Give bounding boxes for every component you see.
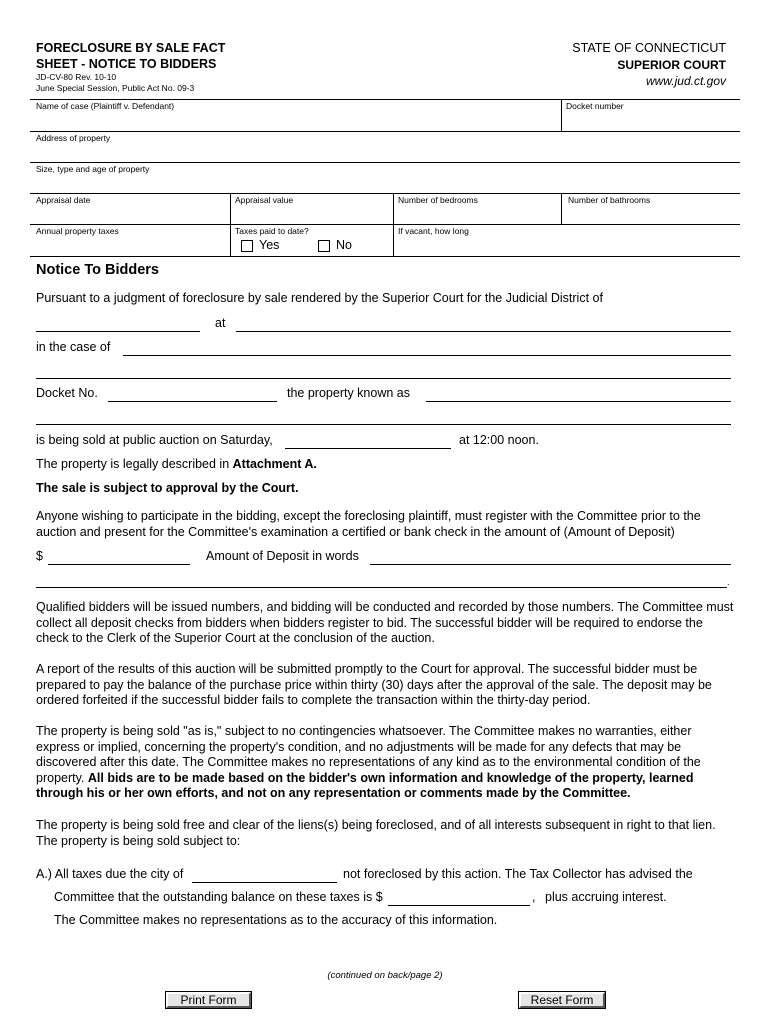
grid-line xyxy=(30,224,740,225)
form-info xyxy=(36,72,194,94)
at-noon-text: at 12:00 noon. xyxy=(459,433,539,447)
property-known-as-input-line2[interactable] xyxy=(36,424,731,425)
judicial-district-input[interactable] xyxy=(36,331,200,332)
no-label: No xyxy=(336,238,352,252)
court-name: SUPERIOR COURT xyxy=(617,58,726,72)
taxes-city-label: A.) All taxes due the city of xyxy=(36,867,184,881)
subject-approval-text: The sale is subject to approval by the Court. xyxy=(36,481,299,495)
grid-line xyxy=(30,162,740,163)
as-is-bold-text: All bids are to be made based on the bidder's own information and knowledge of the property, learned through his or her own efforts, and not on any representation or comments made by the Committee. xyxy=(36,770,694,800)
address-field[interactable]: Address of property xyxy=(36,133,111,143)
form-number: JD-CV-80 Rev. 10-10 xyxy=(36,72,117,82)
pursuant-text: Pursuant to a judgment of foreclosure by sale rendered by the Superior Court for the Judicial District of xyxy=(36,291,603,305)
yes-checkbox[interactable] xyxy=(241,240,253,252)
taxes-paid-label: Taxes paid to date? xyxy=(235,226,309,236)
docket-no-input[interactable] xyxy=(108,401,277,402)
form-session: June Special Session, Public Act No. 09-3 xyxy=(36,83,195,93)
print-form-button[interactable]: Print Form xyxy=(166,992,251,1008)
legally-described-text: The property is legally described in Attachment A. xyxy=(36,457,317,471)
deposit-words-input-line2[interactable] xyxy=(36,587,727,588)
dollar-sign: $ xyxy=(36,549,43,563)
bathrooms-field[interactable]: Number of bathrooms xyxy=(568,195,651,205)
property-known-as-input[interactable] xyxy=(426,401,731,402)
free-clear-paragraph: The property is being sold free and clear of the liens(s) being foreclosed, and of all interests subsequent in right to that lien. The property is being sold subject to: xyxy=(36,818,716,848)
deposit-amount-input[interactable] xyxy=(48,564,190,565)
form-title-line1: FORECLOSURE BY SALE FACT xyxy=(36,41,226,55)
in-case-of-label: in the case of xyxy=(36,340,111,354)
auction-report-paragraph: A report of the results of this auction will be submitted promptly to the Court for approval. The successful bidder must be prepared to pay the balance of the purchase price within thirty (30) days after the approval of the sale. The deposit may be ordered forfeited if the successful bidder fails to complete the transaction within the thirty-day period. xyxy=(36,662,712,707)
case-name-input-line2[interactable] xyxy=(36,378,731,379)
form-title-line2: SHEET - NOTICE TO BIDDERS xyxy=(36,57,217,71)
registration-paragraph: Anyone wishing to participate in the bidding, except the foreclosing plaintiff, must register with the Committee prior to the auction and present for the Committee's examination a certified or bank check in the amount of (Amount of Deposit) xyxy=(36,509,701,539)
qualified-bidders-paragraph: Qualified bidders will be issued numbers, and bidding will be conducted and recorded by those numbers. The Committee must collect all deposit checks from bidders when bidders register to bid. The successful bidder will be required to endorse the check to the Clerk of the Superior Court at the conclusion of the auction. xyxy=(36,600,734,645)
bedrooms-field[interactable]: Number of bedrooms xyxy=(398,195,478,205)
city-input[interactable] xyxy=(192,882,337,883)
no-checkbox[interactable] xyxy=(318,240,330,252)
grid-line xyxy=(30,99,740,100)
accruing-interest-text: plus accruing interest. xyxy=(545,890,667,904)
deposit-period: . xyxy=(727,577,730,587)
deposit-words-label: Amount of Deposit in words xyxy=(206,549,359,563)
balance-comma: , xyxy=(532,890,536,904)
case-name-input[interactable] xyxy=(123,355,731,356)
docket-no-label: Docket No. xyxy=(36,386,98,400)
reset-form-button[interactable]: Reset Form xyxy=(519,992,605,1008)
appraisal-value-field[interactable]: Appraisal value xyxy=(235,195,294,205)
court-website: www.jud.ct.gov xyxy=(645,74,726,88)
tax-balance-input[interactable] xyxy=(388,905,530,906)
grid-line xyxy=(393,193,394,256)
form-title xyxy=(36,40,225,72)
deposit-words-input[interactable] xyxy=(370,564,731,565)
docket-number-field[interactable]: Docket number xyxy=(566,101,624,111)
case-name-field[interactable]: Name of case (Plaintiff v. Defendant) xyxy=(36,101,175,111)
at-label: at xyxy=(215,316,226,330)
state-name: STATE OF CONNECTICUT xyxy=(572,41,726,55)
as-is-paragraph: The property is being sold "as is," subject to no contingencies whatsoever. The Committee makes no warranties, either express or implied, concerning the property's condition, and no adjustments will be made for any defects that may be discovered after this date. The Committee makes no representations of any kind as to the environmental condition of the property. All bids are to be made based on the bidder's own information and knowledge of the property, learned through his or her own efforts, and not on any representation or comments made by the Committee. xyxy=(36,724,701,800)
vacant-field[interactable]: If vacant, how long xyxy=(398,226,469,236)
no-representation-text: The Committee makes no representations as to the accuracy of this information. xyxy=(54,913,498,927)
auction-date-input[interactable] xyxy=(285,448,451,449)
grid-line xyxy=(230,193,231,256)
not-foreclosed-text: not foreclosed by this action. The Tax Collector has advised the xyxy=(343,867,693,881)
property-known-as-label: the property known as xyxy=(287,386,410,400)
grid-line xyxy=(561,99,562,131)
committee-balance-text: Committee that the outstanding balance on these taxes is $ xyxy=(54,890,383,904)
size-type-age-field[interactable]: Size, type and age of property xyxy=(36,164,150,174)
grid-line xyxy=(30,256,740,257)
annual-taxes-field[interactable]: Annual property taxes xyxy=(36,226,119,236)
attachment-a-label: Attachment A. xyxy=(232,457,317,471)
grid-line xyxy=(30,131,740,132)
court-location-input[interactable] xyxy=(236,331,731,332)
being-sold-text: is being sold at public auction on Saturday, xyxy=(36,433,273,447)
continued-note: (continued on back/page 2) xyxy=(327,970,443,981)
appraisal-date-field[interactable]: Appraisal date xyxy=(36,195,91,205)
notice-heading: Notice To Bidders xyxy=(36,262,159,278)
yes-label: Yes xyxy=(259,238,280,252)
grid-line xyxy=(561,193,562,224)
grid-line xyxy=(30,193,740,194)
